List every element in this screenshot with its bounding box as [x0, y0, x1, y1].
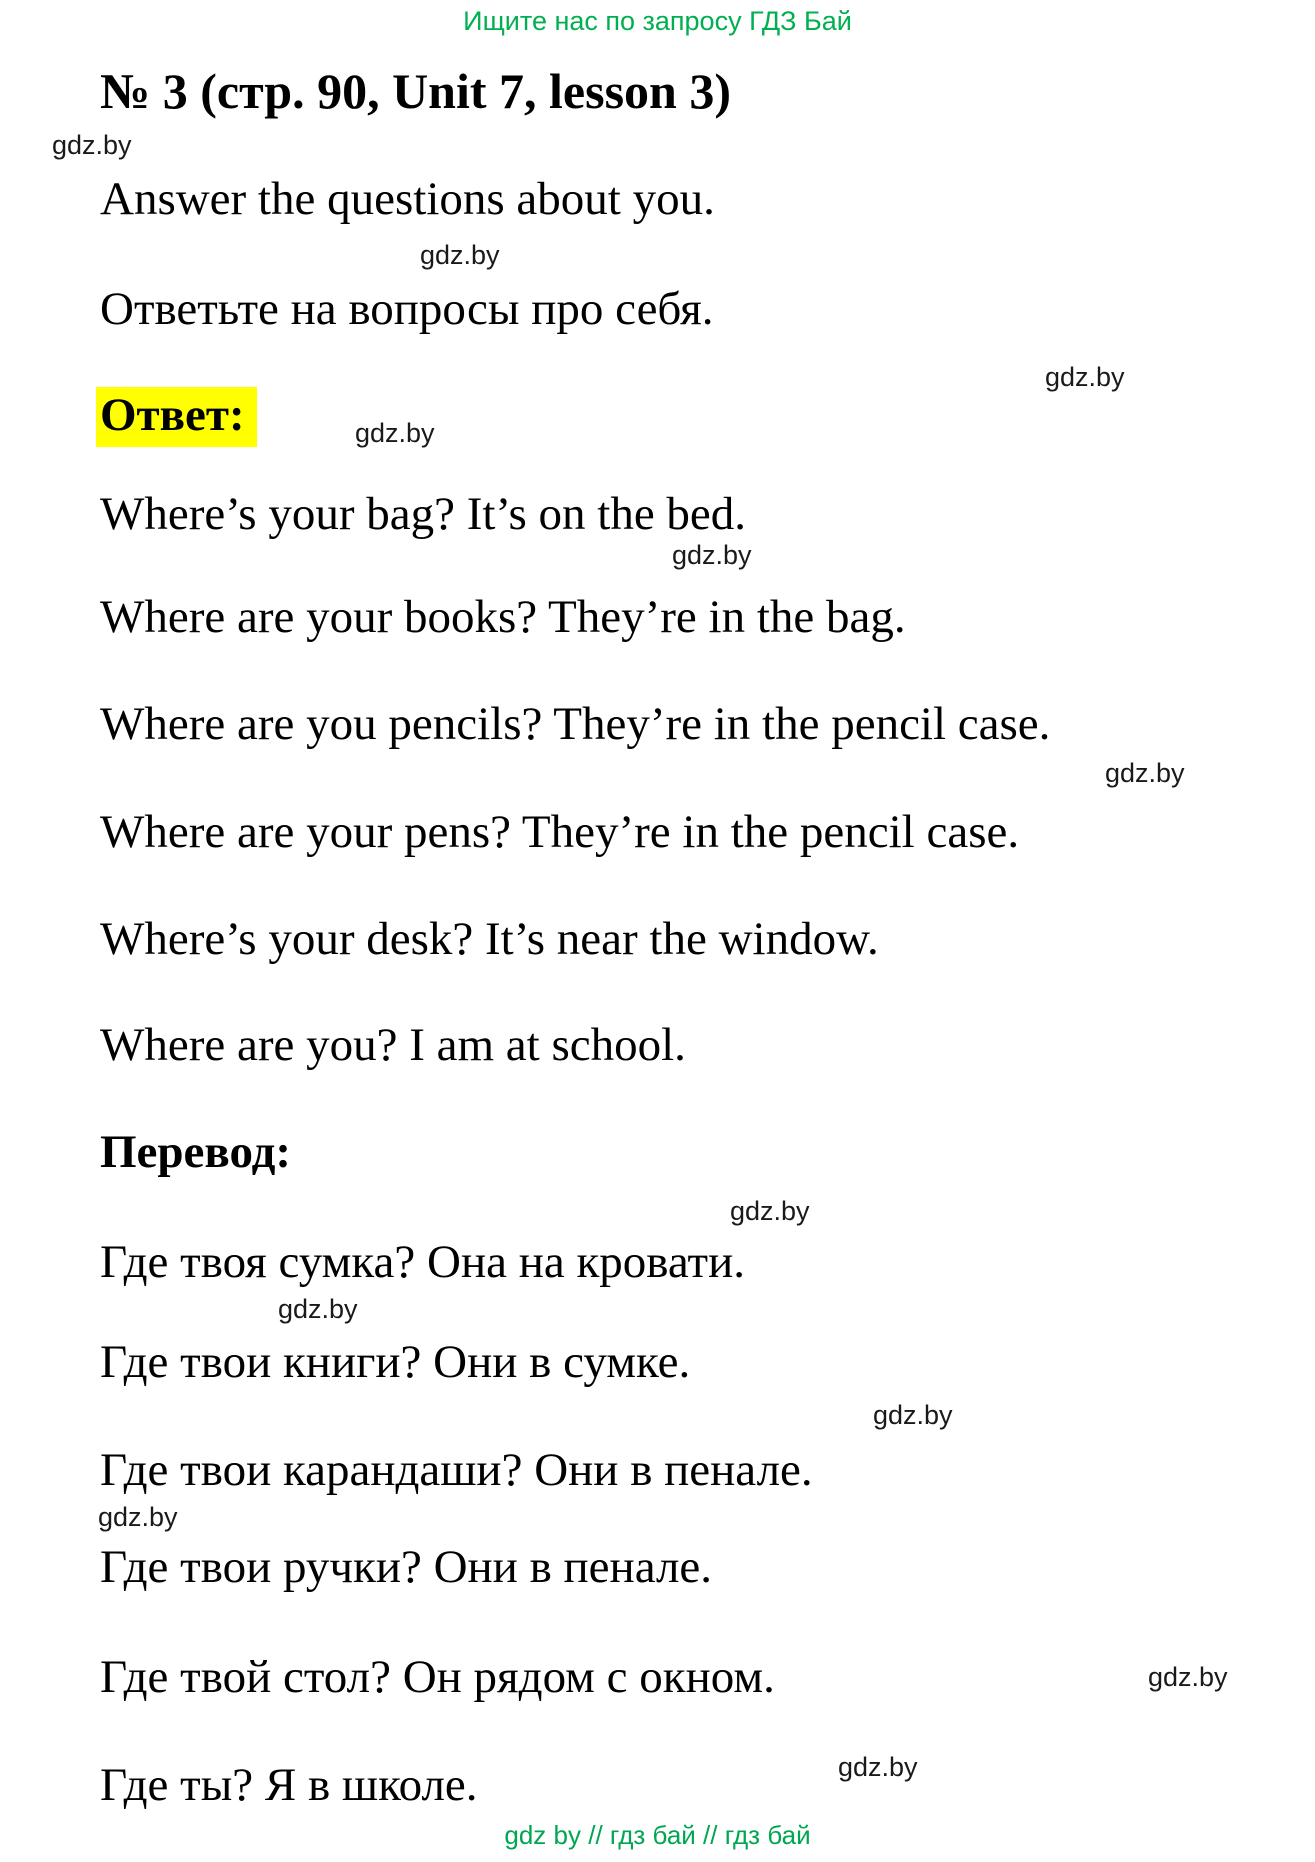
watermark: gdz.by [873, 1400, 953, 1430]
answer-line-ru: Где твой стол? Он рядом с окном. [100, 1651, 775, 1703]
watermark: gdz.by [838, 1752, 918, 1782]
answer-line-ru: Где твои книги? Они в сумке. [100, 1336, 691, 1388]
page-heading: № 3 (стр. 90, Unit 7, lesson 3) [100, 63, 731, 119]
answer-line-en: Where are you pencils? They’re in the pencil case. [100, 698, 1051, 750]
answer-line-ru: Где твои карандаши? Они в пенале. [100, 1444, 813, 1496]
watermark: gdz.by [278, 1294, 358, 1324]
answer-line-en: Where’s your bag? It’s on the bed. [100, 488, 747, 540]
watermark: gdz.by [52, 130, 132, 160]
answer-line-ru: Где твои ручки? Они в пенале. [100, 1541, 713, 1593]
translation-label: Перевод: [100, 1126, 292, 1178]
watermark: gdz.by [730, 1196, 810, 1226]
task-english: Answer the questions about you. [100, 173, 715, 225]
footer-links: gdz by // гдз бай // гдз бай [504, 1820, 811, 1850]
task-russian: Ответьте на вопросы про себя. [100, 283, 714, 335]
watermark: gdz.by [672, 540, 752, 570]
watermark: gdz.by [355, 418, 435, 448]
answer-line-en: Where are you? I am at school. [100, 1019, 686, 1071]
answer-line-en: Where are your books? They’re in the bag. [100, 591, 906, 643]
answer-line-ru: Где ты? Я в школе. [100, 1759, 478, 1811]
answer-label-highlight: Ответ: [96, 387, 257, 447]
watermark: gdz.by [1105, 758, 1185, 788]
watermark: gdz.by [420, 240, 500, 270]
watermark: gdz.by [98, 1502, 178, 1532]
watermark: gdz.by [1045, 362, 1125, 392]
answer-label [96, 388, 257, 442]
answer-line-ru: Где твоя сумка? Она на кровати. [100, 1236, 745, 1288]
top-banner: Ищите нас по запросу ГДЗ Бай [463, 6, 852, 36]
watermark: gdz.by [1148, 1662, 1228, 1692]
answer-line-en: Where’s your desk? It’s near the window. [100, 913, 879, 965]
answer-line-en: Where are your pens? They’re in the pencil case. [100, 806, 1020, 858]
